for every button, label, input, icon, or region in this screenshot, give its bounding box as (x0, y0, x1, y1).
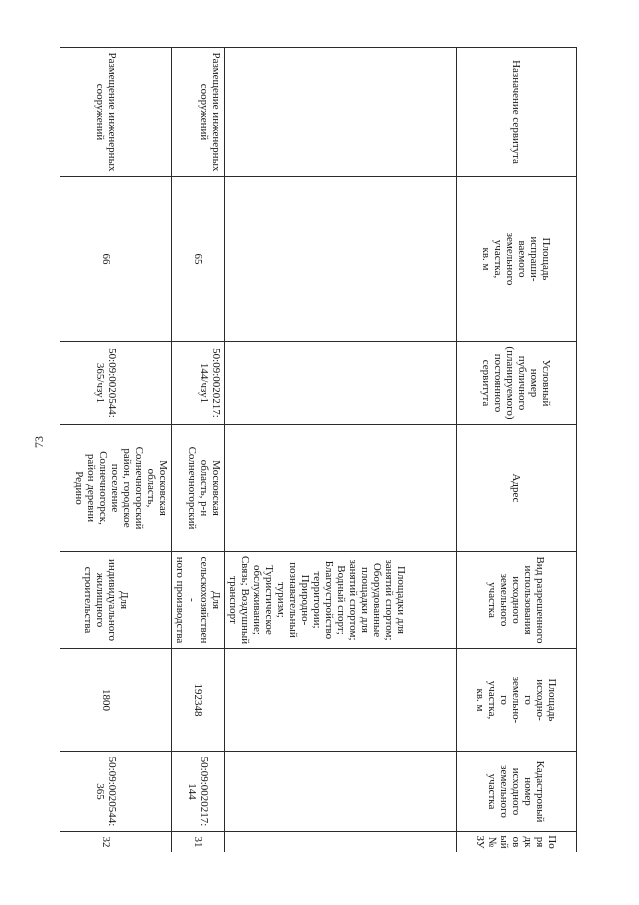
table-cell (225, 649, 457, 752)
table-cell (225, 752, 457, 832)
row-order-number: 31 (172, 832, 225, 853)
row-cadastral: 50:09:0020544:365 (60, 752, 172, 832)
row-use-type: Для сельскохозяйствен- ного производства (172, 552, 225, 649)
header-row (457, 48, 577, 853)
continuation-row (225, 48, 457, 853)
row-used-area: 65 (172, 177, 225, 342)
header-conditional-number: Условный номер публичного (планируемого) постоянного сервитута (457, 342, 577, 425)
row-area: 192348 (172, 649, 225, 752)
table-frame (60, 47, 577, 852)
table-row (60, 48, 172, 853)
rotated-table-container (60, 47, 577, 852)
row-address: Московская область, р-н Солнечногорский (172, 425, 225, 552)
table-cell (225, 177, 457, 342)
continuation-use-type: Площадки для занятий спортом; Оборудованные площадки для занятий спортом; Водный спорт; Благоустройство территории; Природно- познавательный туризм; Туристическое обслуживание; Связь; Воздушный транспорт (225, 552, 457, 649)
row-used-area: 66 (60, 177, 172, 342)
row-order-number: 32 (60, 832, 172, 853)
header-purpose: Назначение сервитута (457, 48, 577, 177)
row-address: Московская область, Солнечногорский район, городское поселение Солнечногорск, район деревни Редино (60, 425, 172, 552)
header-address: Адрес (457, 425, 577, 552)
row-purpose: Размещение инженерных сооружений (172, 48, 225, 177)
servitude-table (60, 47, 577, 852)
table-cell (225, 48, 457, 177)
header-order-number: Порядковый № ЗУ (457, 832, 577, 853)
header-use-type: Вид разрешенного использования исходного земельного участка (457, 552, 577, 649)
row-conditional-number: 50:09:0020544: 365/чзу1 (60, 342, 172, 425)
header-cadastral: Кадастровый номер исходного земельного участка (457, 752, 577, 832)
row-cadastral: 50:09:0020217:144 (172, 752, 225, 832)
table-cell (225, 342, 457, 425)
page-number: 73 (32, 436, 46, 448)
row-use-type: Для индивидуального жилищного строительства (60, 552, 172, 649)
table-cell (225, 425, 457, 552)
row-conditional-number: 50:09:0020217: 144/чзу1 (172, 342, 225, 425)
header-used-area: Площадь испраши- ваемого земельного участка, кв. м (457, 177, 577, 342)
table-row (172, 48, 225, 853)
row-area: 1800 (60, 649, 172, 752)
header-area: Площадь исходно- го земельно- го участка, кв. м (457, 649, 577, 752)
row-purpose: Размещение инженерных сооружений (60, 48, 172, 177)
table-cell (225, 832, 457, 853)
